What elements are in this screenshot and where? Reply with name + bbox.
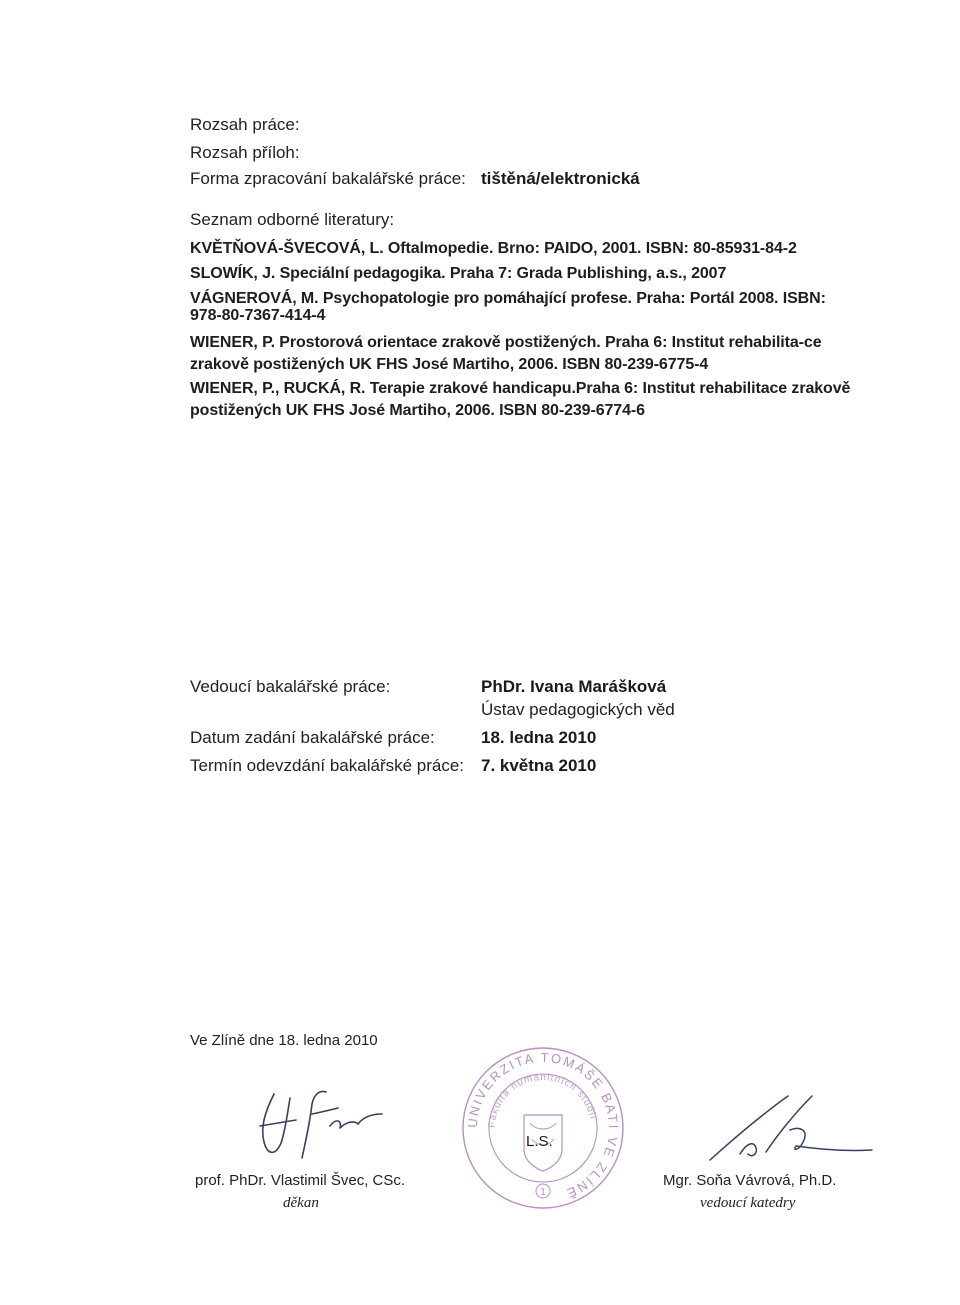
place-date: Ve Zlíně dne 18. ledna 2010 — [190, 1032, 378, 1049]
forma-label: Forma zpracování bakalářské práce: — [190, 169, 466, 188]
literature-line: zrakově postižených UK FHS José Martiho, 2006. ISBN 80-239-6775-4 — [190, 356, 709, 373]
literature-heading: Seznam odborné literatury: — [190, 210, 395, 229]
termin-odevzdani-label: Termín odevzdání bakalářské práce: — [190, 756, 465, 775]
university-stamp — [458, 1043, 628, 1213]
stamp-inner-text: Fakulta humanitních studií — [486, 1071, 599, 1129]
rozsah-priloh-label: Rozsah příloh: — [190, 143, 300, 162]
literature-line: SLOWÍK, J. Speciální pedagogika. Praha 7: Grada Publishing, a.s., 2007 — [190, 265, 727, 282]
literature-line: VÁGNEROVÁ, M. Psychopatologie pro pomáhající profese. Praha: Portál 2008. ISBN: — [190, 290, 826, 307]
literature-line: WIENER, P., RUCKÁ, R. Terapie zrakové handicapu.Praha 6: Institut rehabilitace zrakově — [190, 380, 851, 397]
rozsah-prace-label: Rozsah práce: — [190, 115, 300, 134]
dean-role: děkan — [283, 1195, 319, 1211]
stamp-number: 1 — [540, 1187, 546, 1198]
stamp-ring-text: UNIVERZITA TOMÁŠE BATI VE ZLÍNĚ — [464, 1049, 622, 1202]
literature-line: 978-80-7367-414-4 — [190, 307, 326, 324]
vedouci-department: Ústav pedagogických věd — [481, 700, 675, 719]
head-name: Mgr. Soňa Vávrová, Ph.D. — [663, 1172, 837, 1189]
vedouci-label: Vedoucí bakalářské práce: — [190, 677, 391, 696]
forma-value: tištěná/elektronická — [481, 169, 640, 188]
datum-zadani-label: Datum zadání bakalářské práce: — [190, 728, 435, 747]
datum-zadani-value: 18. ledna 2010 — [481, 728, 597, 747]
dean-name: prof. PhDr. Vlastimil Švec, CSc. — [195, 1172, 406, 1189]
literature-line: postižených UK FHS José Martiho, 2006. ISBN 80-239-6774-6 — [190, 402, 645, 419]
dean-signature — [250, 1080, 410, 1170]
head-role: vedoucí katedry — [700, 1195, 796, 1211]
svg-text:Fakulta humanitních studií — [487, 1072, 598, 1128]
vedouci-name: PhDr. Ivana Marášková — [481, 677, 667, 696]
stamp-ls: L.S. — [526, 1133, 553, 1150]
termin-odevzdani-value: 7. května 2010 — [481, 756, 597, 775]
literature-line: KVĚTŇOVÁ-ŠVECOVÁ, L. Oftalmopedie. Brno: PAIDO, 2001. ISBN: 80-85931-84-2 — [190, 240, 797, 257]
head-signature — [700, 1090, 880, 1170]
literature-line: WIENER, P. Prostorová orientace zrakově postižených. Praha 6: Institut rehabilita-ce — [190, 334, 822, 351]
